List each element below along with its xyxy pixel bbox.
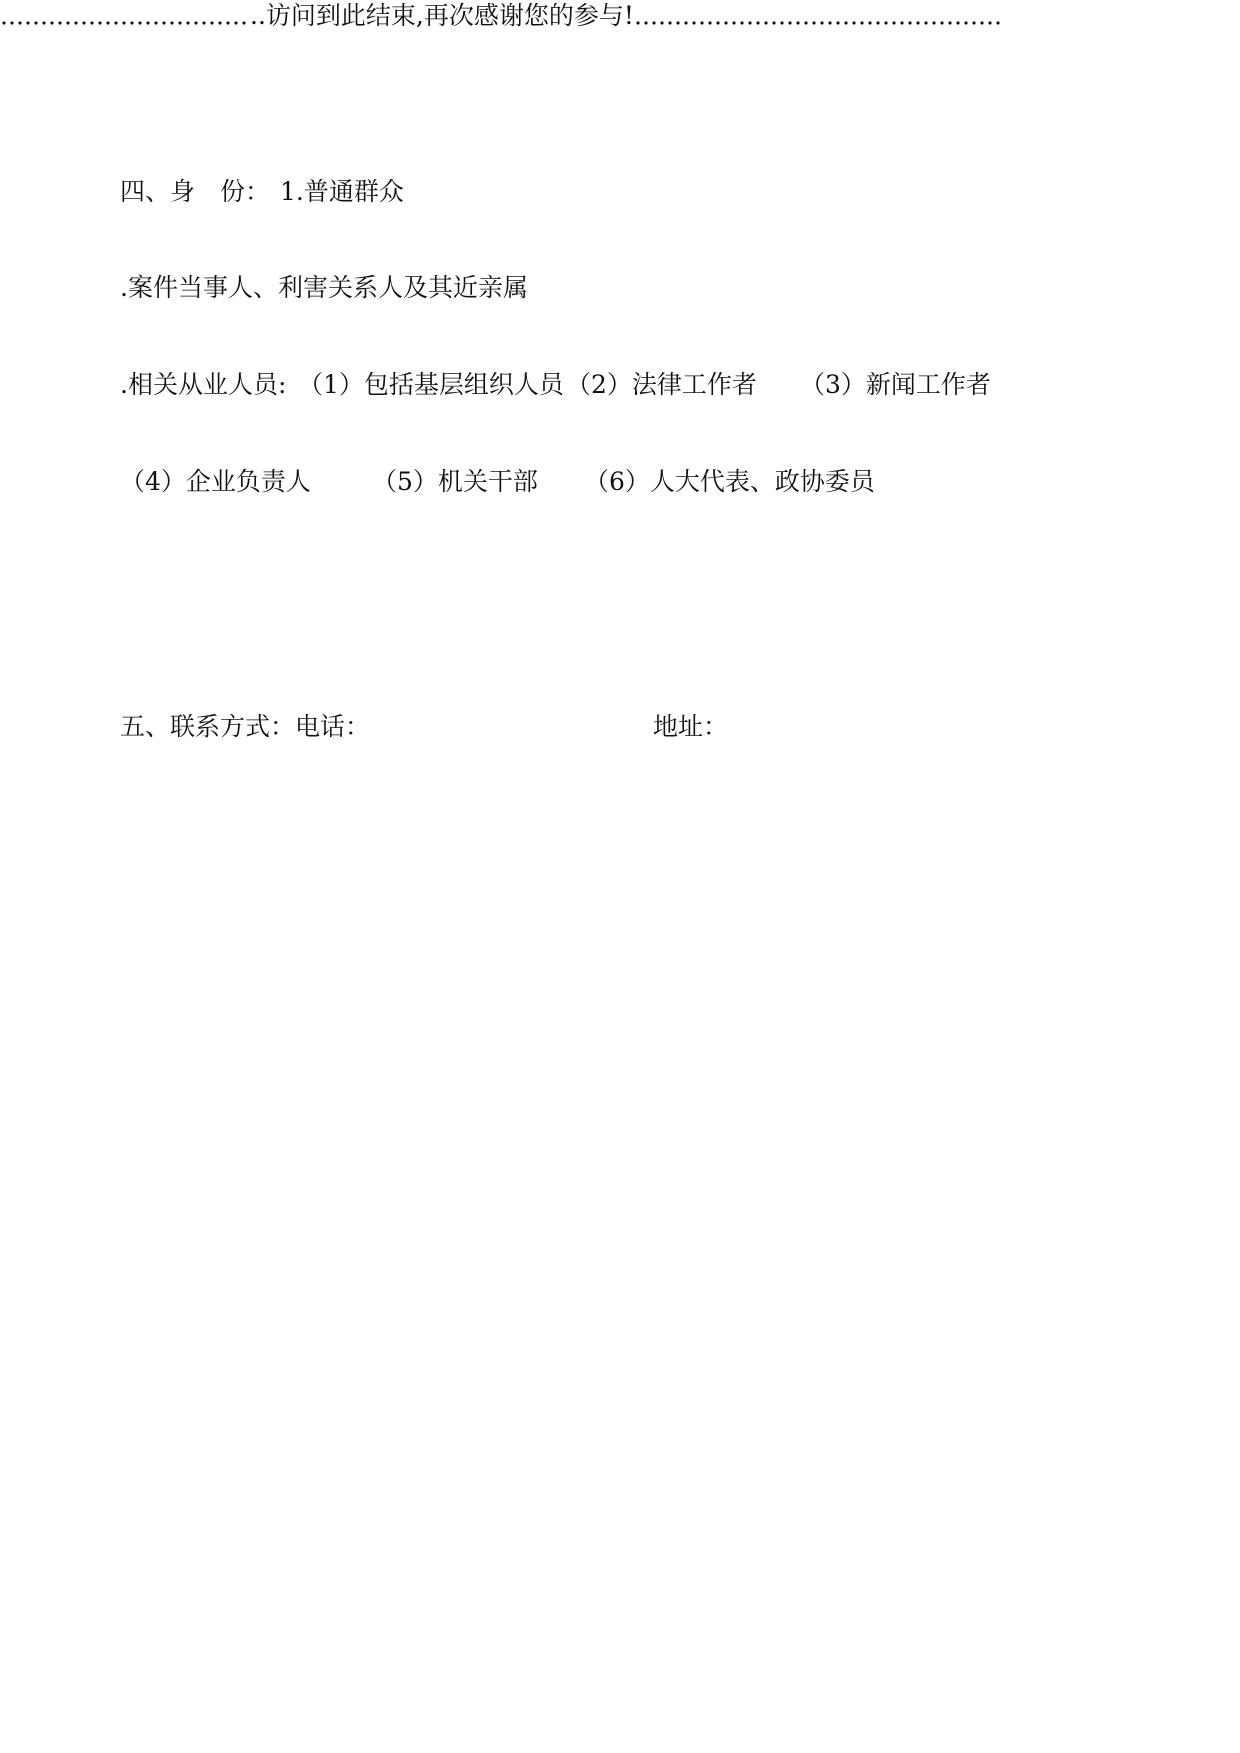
dotted-leader-right	[634, 21, 1000, 25]
phone-label: 电话：	[295, 712, 371, 741]
option-3-sub-5: （5）机关干部	[372, 467, 538, 496]
identity-option-2	[120, 272, 528, 368]
option-2-text: .案件当事人、利害关系人及其近亲属	[120, 273, 528, 302]
address-label: 地址：	[653, 712, 729, 741]
dotted-leader-left	[0, 21, 250, 25]
contact-heading: 五、联系方式：	[120, 712, 296, 741]
closing-message: 访问到此结束,再次感谢您的参与!	[265, 1, 634, 30]
closing-line	[0, 0, 1000, 32]
closing-prefix-dots: ..	[250, 1, 266, 30]
option-3-sub-2: （2）法律工作者	[566, 370, 757, 399]
option-3-sub-4: （4）企业负责人	[120, 467, 311, 496]
contact-line	[120, 711, 729, 871]
option-3-sub-3: （3）新闻工作者	[800, 370, 991, 399]
option-3-sub-6: （6）人大代表、政协委员	[584, 467, 875, 496]
identity-option-1: 1.普通群众	[280, 177, 404, 206]
option-3-label: .相关从业人员:	[120, 370, 287, 399]
option-3-sub-1: （1）包括基层组织人员	[298, 370, 564, 399]
identity-heading: 四、身 份：	[120, 177, 271, 206]
identity-option-3-continued	[120, 466, 875, 626]
